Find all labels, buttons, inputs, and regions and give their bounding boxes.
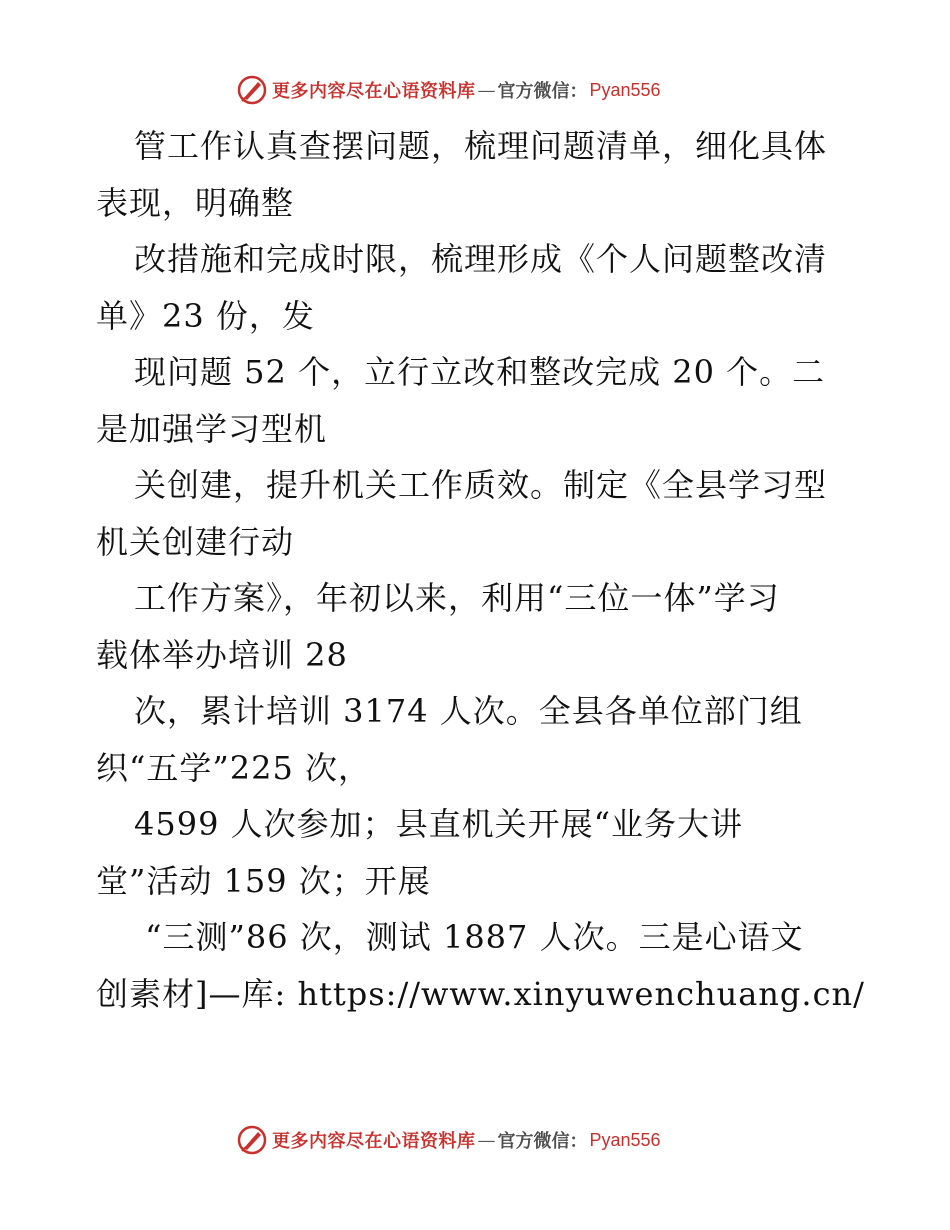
body-line: 现问题 52 个，立行立改和整改完成 20 个。二 bbox=[134, 353, 826, 391]
body-text bbox=[96, 118, 865, 1022]
banner-site-text: 更多内容尽在心语资料库 bbox=[272, 1131, 476, 1152]
body-line: 织“五学”225 次， bbox=[96, 748, 371, 787]
banner-site-text: 更多内容尽在心语资料库 bbox=[272, 81, 476, 102]
banner-separator: — bbox=[477, 1129, 496, 1151]
banner-wechat-label: 官方微信： bbox=[497, 1131, 588, 1152]
quill-pen-logo-icon bbox=[236, 74, 268, 106]
body-line: 机关创建行动 bbox=[96, 522, 295, 561]
body-line: “三测”86 次，测试 1887 人次。三是心语文 bbox=[134, 918, 804, 956]
body-line: 次，累计培训 3174 人次。全县各单位部门组 bbox=[134, 692, 803, 730]
body-line: 载体举办培训 28 bbox=[96, 635, 348, 674]
body-line: 改措施和完成时限，梳理形成《个人问题整改清 bbox=[134, 240, 828, 278]
body-line-url[interactable]: 创素材]—库: https://www.xinyuwenchuang.cn/ bbox=[96, 974, 865, 1013]
quill-pen-logo-icon bbox=[236, 1124, 268, 1156]
footer-banner[interactable] bbox=[236, 1122, 716, 1158]
body-line: 是加强学习型机 bbox=[96, 409, 328, 448]
banner-wechat-label: 官方微信： bbox=[497, 81, 588, 102]
banner-wechat-id: Pyan556 bbox=[589, 1129, 661, 1150]
banner-separator: — bbox=[477, 79, 496, 101]
body-line: 单》23 份，发 bbox=[96, 296, 315, 335]
body-line: 工作方案》，年初以来，利用“三位一体”学习 bbox=[134, 579, 780, 617]
body-line: 管工作认真查摆问题，梳理问题清单，细化具体 bbox=[134, 127, 828, 165]
banner-wechat-id: Pyan556 bbox=[589, 79, 661, 100]
body-line: 表现，明确整 bbox=[96, 183, 295, 222]
header-banner[interactable] bbox=[236, 72, 716, 108]
body-line: 4599 人次参加；县直机关开展“业务大讲 bbox=[134, 805, 743, 843]
body-line: 堂”活动 159 次；开展 bbox=[96, 861, 431, 900]
body-line: 关创建，提升机关工作质效。制定《全县学习型 bbox=[134, 466, 828, 504]
